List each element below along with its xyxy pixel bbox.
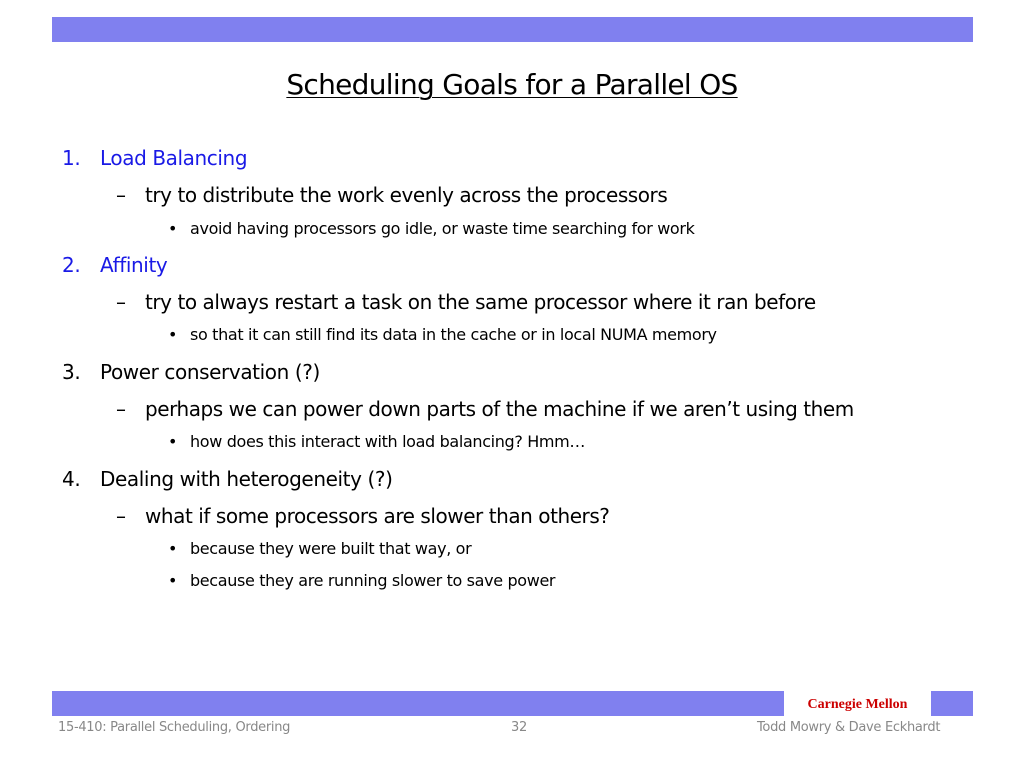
bullet-text: because they were built that way, or <box>190 539 472 558</box>
logo-text: Carnegie Mellon <box>807 697 908 712</box>
bullet-marker: • <box>168 571 178 590</box>
slide-title: Scheduling Goals for a Parallel OS <box>286 68 738 101</box>
bullet-text: how does this interact with load balancing? Hmm… <box>190 432 586 451</box>
list-number: 1. <box>62 146 81 170</box>
list-number: 3. <box>62 360 81 384</box>
bullet-marker: • <box>168 325 178 344</box>
list-item-text: Power conservation (?) <box>100 360 320 384</box>
sub-item-text: perhaps we can power down parts of the machine if we aren’t using them <box>145 397 854 421</box>
dash-marker: – <box>116 290 126 314</box>
sub-item-text: try to always restart a task on the same processor where it ran before <box>145 290 816 314</box>
footer-authors: Todd Mowry & Dave Eckhardt <box>757 720 941 735</box>
bullet-text: because they are running slower to save power <box>190 571 556 590</box>
bullet-text: so that it can still find its data in the cache or in local NUMA memory <box>190 325 717 344</box>
sub-item-text: try to distribute the work evenly across the processors <box>145 183 668 207</box>
bullet-marker: • <box>168 432 178 451</box>
bullet-marker: • <box>168 219 178 238</box>
list-item-text: Dealing with heterogeneity (?) <box>100 467 393 491</box>
list-number: 4. <box>62 467 81 491</box>
sub-item-text: what if some processors are slower than others? <box>145 504 610 528</box>
dash-marker: – <box>116 397 126 421</box>
top-decorative-bar <box>52 17 973 42</box>
footer-page-number: 32 <box>511 720 527 735</box>
dash-marker: – <box>116 504 126 528</box>
list-item-text: Affinity <box>100 253 168 277</box>
dash-marker: – <box>116 183 126 207</box>
bullet-marker: • <box>168 539 178 558</box>
footer-course: 15-410: Parallel Scheduling, Ordering <box>58 720 291 735</box>
list-item-text: Load Balancing <box>100 146 248 170</box>
bullet-text: avoid having processors go idle, or waste time searching for work <box>190 219 695 238</box>
list-number: 2. <box>62 253 81 277</box>
carnegie-mellon-logo <box>784 691 931 716</box>
